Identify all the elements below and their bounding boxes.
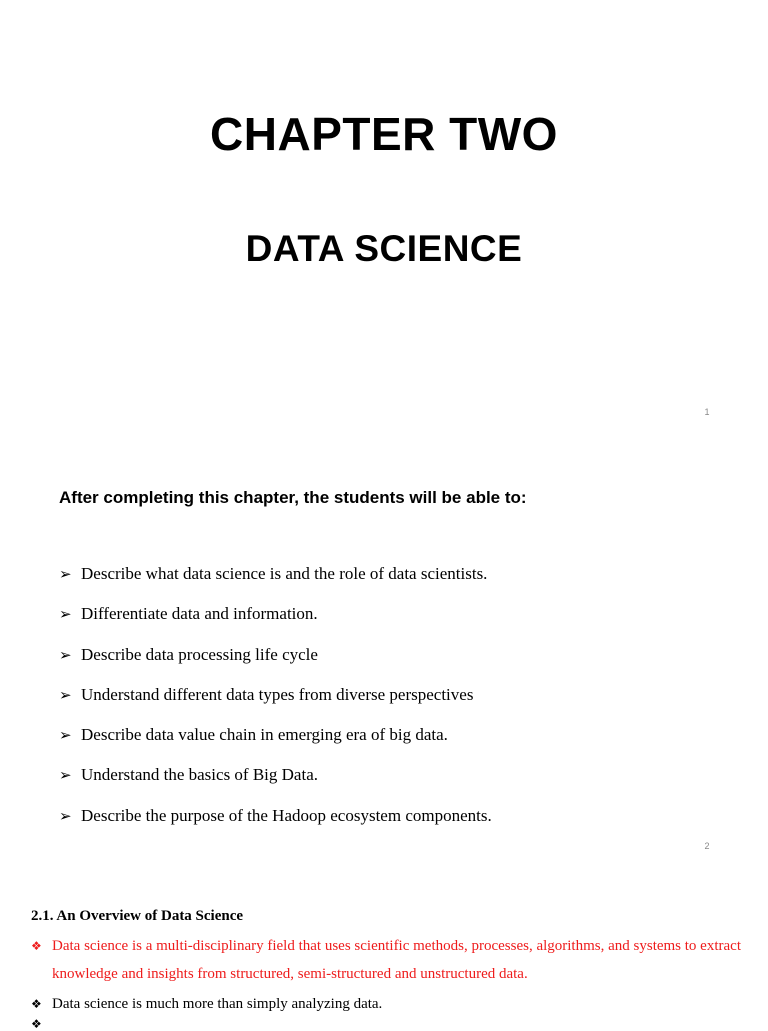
arrow-icon: ➢: [59, 766, 72, 785]
objectives-heading: After completing this chapter, the students will be able to:: [59, 488, 527, 507]
list-item: [31, 990, 741, 1018]
arrow-icon: ➢: [59, 605, 72, 624]
slide-title: [0, 0, 768, 432]
list-item: [59, 643, 492, 683]
list-item: [59, 562, 492, 602]
list-item-text: Describe data value chain in emerging era of big data.: [81, 725, 448, 745]
list-item: [59, 804, 492, 844]
list-item-text: Understand different data types from diverse perspectives: [81, 684, 474, 704]
arrow-icon: ➢: [59, 806, 72, 825]
list-item: [59, 602, 492, 642]
slide-objectives: [0, 432, 768, 864]
objectives-list: [59, 562, 492, 844]
slide-overview: [0, 864, 768, 1031]
list-item-text: Differentiate data and information.: [81, 604, 318, 624]
list-item-text: Data science is much more than simply analyzing data.: [52, 996, 383, 1012]
list-item: [59, 683, 492, 723]
page-number: 1: [704, 407, 710, 417]
list-item-text: Describe the purpose of the Hadoop ecosystem components.: [81, 805, 492, 825]
diamond-icon: ❖: [31, 997, 42, 1011]
arrow-icon: ➢: [59, 565, 72, 583]
list-item: [59, 763, 492, 803]
arrow-icon: ➢: [59, 726, 72, 745]
page-number: 2: [704, 841, 710, 851]
arrow-icon: ➢: [59, 645, 72, 664]
diamond-icon: ❖: [31, 1017, 42, 1031]
list-item-text: Describe what data science is and the role of data scientists.: [81, 564, 488, 583]
list-item: [59, 723, 492, 763]
arrow-icon: ➢: [59, 685, 72, 704]
section-heading: 2.1. An Overview of Data Science: [31, 908, 244, 924]
diamond-icon: ❖: [31, 939, 42, 953]
list-item-text: Data science is a multi-disciplinary field that uses scientific methods, processes, algorithms, and systems to extract knowledge and insights from structured, semi-structured and unstructured data.: [52, 938, 741, 982]
list-item: [31, 932, 741, 988]
chapter-subtitle: DATA SCIENCE: [245, 228, 523, 269]
bullet-list: [31, 932, 741, 1020]
list-item-text: Understand the basics of Big Data.: [81, 765, 318, 785]
list-item-text: Describe data processing life cycle: [81, 644, 318, 664]
chapter-title: CHAPTER TWO: [210, 108, 558, 160]
